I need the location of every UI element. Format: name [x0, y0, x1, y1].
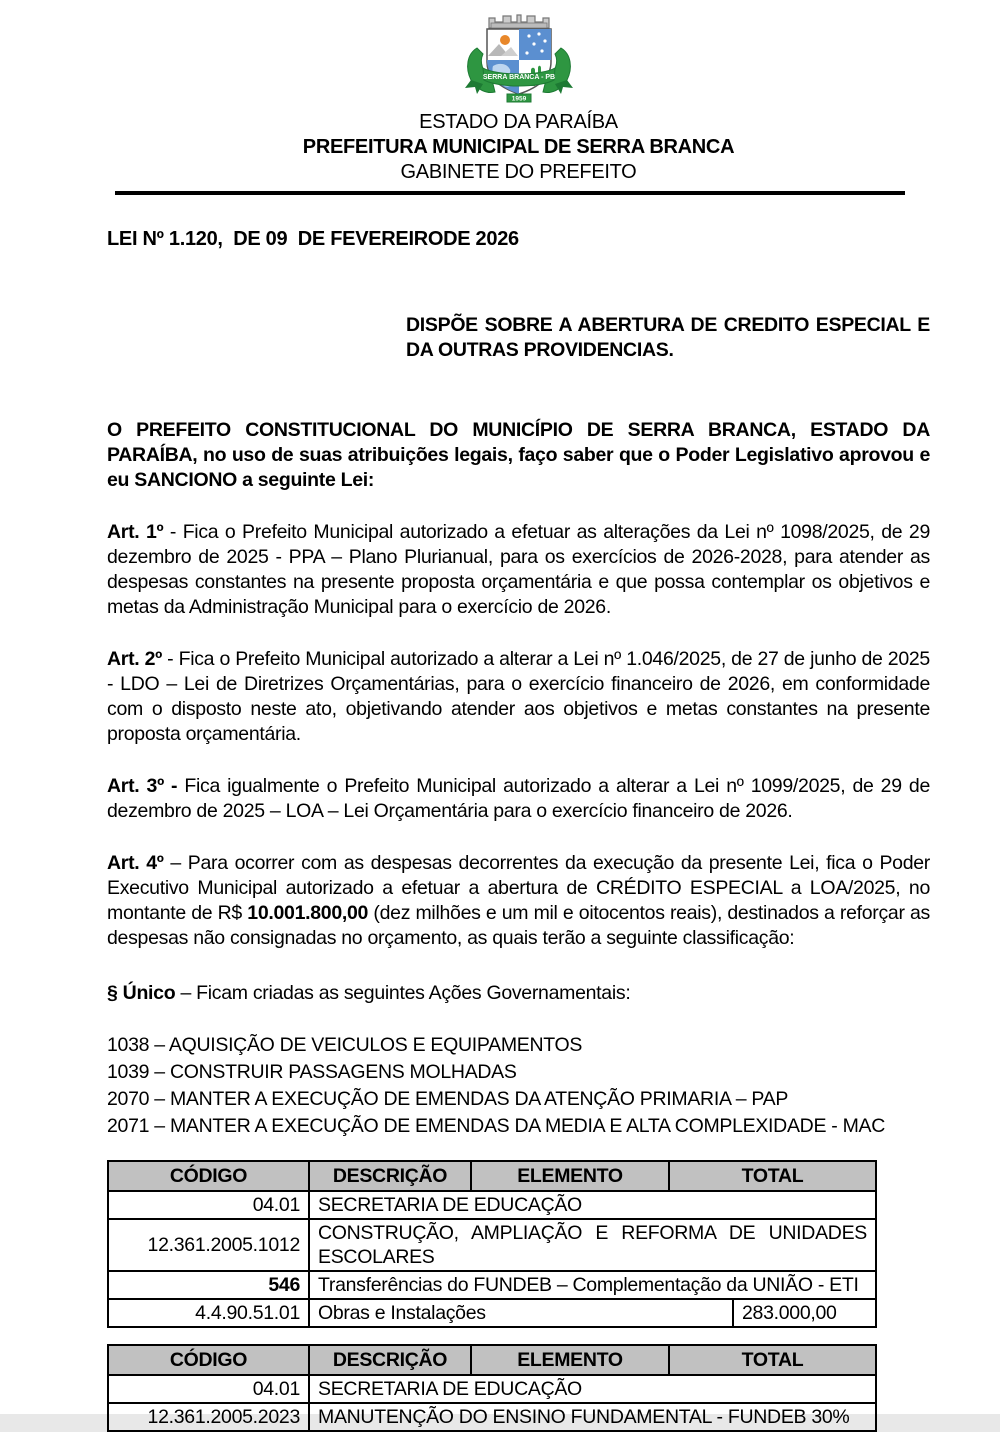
cell-code: 04.01 — [108, 1191, 309, 1219]
col-header-codigo: CÓDIGO — [108, 1345, 309, 1375]
cell-description: MANUTENÇÃO DO ENSINO FUNDAMENTAL - FUNDEB 30% — [309, 1403, 876, 1431]
law-title: LEI Nº 1.120, DE 09 DE FEVEREIRODE 2026 — [107, 228, 519, 250]
cell-code: 4.4.90.51.01 — [108, 1299, 309, 1327]
cell-code: 04.01 — [108, 1375, 309, 1403]
table-row — [108, 1403, 876, 1431]
article-2-number: Art. 2º — [107, 648, 162, 670]
col-header-descricao: DESCRIÇÃO — [309, 1161, 471, 1191]
government-actions-list — [107, 1032, 930, 1140]
col-header-elemento: ELEMENTO — [471, 1161, 669, 1191]
action-item-2070: 2070 – MANTER A EXECUÇÃO DE EMENDAS DA ATENÇÃO PRIMARIA – PAP — [107, 1088, 789, 1110]
article-2 — [107, 647, 930, 747]
sole-paragraph — [107, 981, 930, 1006]
article-1 — [107, 520, 930, 620]
municipal-coat-of-arms-icon — [457, 10, 581, 106]
document-content — [107, 0, 930, 1432]
col-header-descricao: DESCRIÇÃO — [309, 1345, 471, 1375]
action-item-1039: 1039 – CONSTRUIR PASSAGENS MOLHADAS — [107, 1061, 517, 1083]
law-preamble: O PREFEITO CONSTITUCIONAL DO MUNICÍPIO DE SERRA BRANCA, ESTADO DA PARAÍBA, no uso de suas atribuições legais, faço saber que o Poder Legislativo aprovou e eu SANCIONO a seguinte Lei: — [107, 419, 930, 491]
article-4-text-pre: – Para ocorrer com as despesas decorrentes da execução da presente Lei, fica o Poder Executivo Municipal autorizado a efetuar a abertura de CRÉDITO ESPECIAL a LOA/2025, no montante de R$ — [107, 852, 930, 924]
article-1-text: - Fica o Prefeito Municipal autorizado a efetuar as alterações da Lei nº 1098/2025, de 29 dezembro de 2025 - PPA – Plano Plurianual, para os exercícios de 2026-2028, para atender as despesas constantes na presente proposta orçamentária e que possa contemplar os objetivos e metas da Administração Municipal para o exercício de 2026. — [107, 521, 930, 618]
cell-code: 546 — [108, 1271, 309, 1299]
article-3 — [107, 774, 930, 824]
table-row — [108, 1191, 876, 1219]
cell-description: Obras e Instalações — [309, 1299, 733, 1327]
header-crest — [107, 0, 930, 106]
law-epigraph: DISPÕE SOBRE A ABERTURA DE CREDITO ESPECIAL E DA OUTRAS PROVIDENCIAS. — [406, 314, 930, 361]
table-header-row — [108, 1161, 876, 1191]
header-state-name: ESTADO DA PARAÍBA — [419, 111, 618, 133]
sole-paragraph-lead: § Único — [107, 982, 176, 1004]
action-item-2071: 2071 – MANTER A EXECUÇÃO DE EMENDAS DA MEDIA E ALTA COMPLEXIDADE - MAC — [107, 1115, 886, 1137]
cell-code: 12.361.2005.1012 — [108, 1219, 309, 1271]
action-item-1038: 1038 – AQUISIÇÃO DE VEICULOS E EQUIPAMENTOS — [107, 1034, 583, 1056]
article-4-text-post: (dez milhões e um mil e oitocentos reais), destinados a reforçar as despesas não consignadas no orçamento, as quais terão a seguinte classificação: — [107, 902, 930, 949]
header-municipality-name: PREFEITURA MUNICIPAL DE SERRA BRANCA — [302, 136, 735, 158]
header-office-name: GABINETE DO PREFEITO — [400, 161, 637, 183]
sole-paragraph-text: – Ficam criadas as seguintes Ações Governamentais: — [175, 982, 631, 1004]
table-row — [108, 1299, 876, 1327]
article-1-number: Art. 1º — [107, 521, 164, 543]
article-4-number: Art. 4º — [107, 852, 164, 874]
article-3-number: Art. 3º - — [107, 775, 178, 797]
col-header-elemento: ELEMENTO — [471, 1345, 669, 1375]
cell-description: SECRETARIA DE EDUCAÇÃO — [309, 1191, 876, 1219]
header-divider-rule — [115, 191, 905, 195]
cell-description: SECRETARIA DE EDUCAÇÃO — [309, 1375, 876, 1403]
cell-code: 12.361.2005.2023 — [108, 1403, 309, 1431]
budget-table-1 — [107, 1160, 877, 1328]
table-row — [108, 1271, 876, 1299]
crest-year-text: 1959 — [511, 95, 526, 103]
col-header-total: TOTAL — [669, 1345, 876, 1375]
cell-total: 283.000,00 — [733, 1299, 876, 1327]
table-header-row — [108, 1345, 876, 1375]
table-row — [108, 1219, 876, 1271]
article-2-text: - Fica o Prefeito Municipal autorizado a alterar a Lei nº 1.046/2025, de 27 de junho de 2025 - LDO – Lei de Diretrizes Orçamentárias, para o exercício financeiro de 2026, em conformidade com o disposto neste ato, objetivando atender aos objetivos e metas constantes na presente proposta orçamentária. — [107, 648, 930, 745]
article-4-amount: 10.001.800,00 — [247, 902, 369, 924]
col-header-total: TOTAL — [669, 1161, 876, 1191]
cell-description: Transferências do FUNDEB – Complementação da UNIÃO - ETI — [309, 1271, 876, 1299]
article-4 — [107, 851, 930, 951]
article-3-text: Fica igualmente o Prefeito Municipal autorizado a alterar a Lei nº 1099/2025, de 29 de dezembro de 2025 – LOA – Lei Orçamentária para o exercício financeiro de 2026. — [107, 775, 930, 822]
col-header-codigo: CÓDIGO — [108, 1161, 309, 1191]
cell-description: CONSTRUÇÃO, AMPLIAÇÃO E REFORMA DE UNIDADES ESCOLARES — [309, 1219, 876, 1271]
crest-banner-text: SERRA BRANCA - PB — [482, 74, 555, 81]
budget-table-2 — [107, 1344, 877, 1432]
table-row — [108, 1375, 876, 1403]
